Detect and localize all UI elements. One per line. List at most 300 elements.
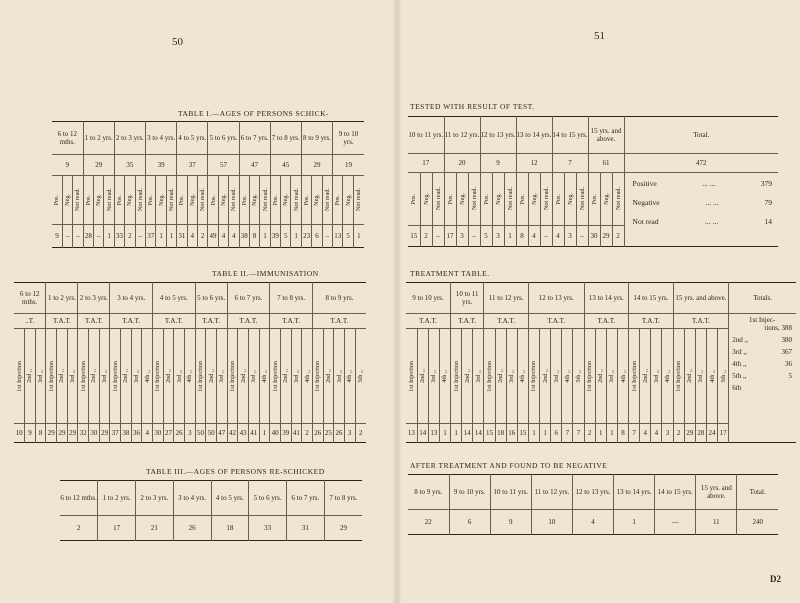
injection-value: 1 [540, 424, 551, 443]
result-value: 2 [420, 226, 432, 247]
result-value: 13 [333, 225, 343, 248]
result-value: – [576, 226, 588, 247]
injection-label-label: 4th ,, [303, 369, 311, 383]
result-sub-header-label: Not read. [434, 187, 442, 211]
injection-label-label: 3rd ,, [430, 369, 438, 383]
totals-label: 6th [732, 384, 742, 392]
injection-value: 38 [121, 424, 132, 443]
cell-wrap [674, 329, 684, 423]
cell-wrap [46, 329, 56, 423]
result-sub-header [444, 173, 456, 226]
injection-label-label: 1st Injection [407, 360, 415, 392]
result-sub-header-label: Pos. [554, 193, 562, 205]
injection-value: 2 [355, 424, 366, 443]
injection-label [163, 329, 174, 424]
result-value: 3 [564, 226, 576, 247]
totals-label-wrap [732, 384, 741, 392]
injection-value: 42 [227, 424, 238, 443]
injection-label [238, 329, 249, 424]
cell-wrap [596, 329, 606, 423]
cell-wrap [718, 329, 728, 423]
injection-label [484, 329, 495, 424]
age-total: 37 [177, 155, 208, 176]
injection-label-label: 4th ,, [563, 369, 571, 383]
injection-label-label: 2nd ,, [58, 369, 66, 383]
injection-label-label: 3rd ,, [250, 369, 258, 383]
injection-label-label: 1st Injection [228, 360, 236, 392]
cell-wrap [333, 176, 342, 224]
tat-header: T.A.T. [673, 314, 729, 329]
result-sub-header-label: Not read. [542, 187, 550, 211]
cell-wrap [613, 173, 624, 225]
tat-header: T.A.T. [78, 314, 110, 329]
result-value: 33 [114, 225, 124, 248]
injection-value: 50 [206, 424, 217, 443]
injection-label [323, 329, 334, 424]
age-total: 9 [480, 154, 516, 173]
result-sub-header-label: Neg. [313, 194, 321, 206]
result-value: 49 [208, 225, 218, 248]
totals-row [729, 368, 796, 380]
result-sub-header [104, 176, 114, 225]
result-value: 4 [552, 226, 564, 247]
cell-wrap [685, 329, 695, 423]
age-header: 8 to 9 yrs. [312, 283, 366, 314]
cell-wrap [121, 329, 131, 423]
result-sub-header [166, 176, 176, 225]
injection-label-label: 3rd ,, [292, 369, 300, 383]
injection-label [57, 329, 68, 424]
cell-wrap [174, 329, 184, 423]
totals-row [729, 314, 796, 332]
result-sub-header [187, 176, 197, 225]
result-sub-header-label: Neg. [530, 193, 538, 205]
injection-label [506, 329, 517, 424]
result-value: – [73, 225, 83, 248]
age-value: 10 [531, 510, 572, 535]
age-value: 22 [424, 518, 432, 526]
result-value: 31 [177, 225, 187, 248]
injection-label-label: 1st Injection [79, 360, 87, 392]
injection-value: 25 [323, 424, 334, 443]
age-header: 4 to 5 yrs. [177, 122, 208, 155]
totals-label-wrap [732, 316, 792, 324]
cell-wrap [707, 329, 717, 423]
cell-wrap [345, 329, 355, 423]
cell-wrap [291, 176, 300, 224]
age-header: 13 to 14 yrs. [584, 283, 629, 314]
result-sub-header-label: Pos. [209, 194, 217, 206]
result-sub-header-label: Pos. [271, 194, 279, 206]
cell-wrap [565, 173, 576, 225]
result-value: 1 [166, 225, 176, 248]
cell-wrap [36, 329, 46, 423]
cell-wrap [73, 176, 82, 224]
result-sub-header [125, 176, 135, 225]
grand-total: 240 [737, 510, 778, 535]
age-total: 47 [239, 155, 270, 176]
totals-commas: ,, [742, 336, 748, 344]
result-sub-header [492, 173, 504, 226]
result-sub-header [52, 176, 62, 225]
totals-label-wrap [732, 348, 747, 356]
injection-label-label: 3rd ,, [218, 369, 226, 383]
cell-wrap [281, 176, 290, 224]
injection-label [584, 329, 595, 424]
result-sub-header-label: Neg. [188, 194, 196, 206]
result-sub-header-label: Neg. [602, 193, 610, 205]
injection-label [121, 329, 132, 424]
age-header: 11 to 12 yrs. [531, 475, 572, 510]
injection-label [248, 329, 259, 424]
age-total: 19 [333, 155, 364, 176]
table2-inj-row [14, 329, 366, 424]
age-header: 2 to 3 yrs. [136, 481, 174, 516]
table1-right-age-row [408, 117, 778, 154]
result-value: 4 [528, 226, 540, 247]
cell-wrap [585, 329, 595, 423]
injection-label [302, 329, 313, 424]
injection-value: 1 [606, 424, 617, 443]
result-value: 3 [456, 226, 468, 247]
result-value: – [135, 225, 145, 248]
summary-dots: ... ... [705, 217, 719, 226]
result-value: 6 [312, 225, 322, 248]
injection-label [528, 329, 539, 424]
injection-label-label: 4th ,, [186, 369, 194, 383]
age-total: 29 [83, 155, 114, 176]
injection-label [78, 329, 89, 424]
result-value: – [322, 225, 332, 248]
totals-value: 380 [781, 336, 792, 344]
totals-label: 3rd [732, 348, 742, 356]
result-sub-header-label: Pos. [482, 193, 490, 205]
injection-label [562, 329, 573, 424]
injection-value: 8 [617, 424, 628, 443]
cell-wrap [640, 329, 650, 423]
cell-wrap [94, 176, 103, 224]
total-header: Total. [624, 117, 778, 154]
result-sub-header-label: Pos. [590, 193, 598, 205]
injection-value: 15 [517, 424, 528, 443]
result-sub-header-label: Neg. [64, 194, 72, 206]
cell-wrap [493, 173, 504, 225]
injection-label-label: 1st Injection [271, 360, 279, 392]
cell-wrap [354, 176, 364, 224]
result-sub-header-label: Pos. [240, 194, 248, 206]
injection-value: 7 [562, 424, 573, 443]
age-header: 7 to 8 yrs. [270, 283, 313, 314]
result-sub-header [432, 173, 444, 226]
table2-title-right: TREATMENT TABLE. [410, 269, 490, 278]
cell-wrap [618, 329, 628, 423]
tat-header: T.A.T. [528, 314, 584, 329]
totals-row [729, 332, 796, 344]
injection-value: 14 [417, 424, 428, 443]
injection-label [89, 329, 100, 424]
age-header: 8 to 9 yrs. [301, 122, 332, 155]
result-sub-header-label: Pos. [84, 194, 92, 206]
injection-label-label: 4th ,, [708, 369, 716, 383]
result-sub-header-label: Pos. [147, 194, 155, 206]
cell-wrap [25, 329, 35, 423]
totals-value: 367 [781, 348, 792, 356]
cell-wrap [421, 173, 432, 225]
cell-wrap [167, 176, 176, 224]
tat-header: T.A.T. [46, 314, 78, 329]
tat-header: T.A.T. [484, 314, 529, 329]
result-value: 38 [239, 225, 249, 248]
result-sub-header [564, 173, 576, 226]
injection-label-label: 3rd ,, [335, 369, 343, 383]
table1-left-age-row [52, 122, 364, 155]
cell-wrap [507, 329, 517, 423]
result-sub-header [456, 173, 468, 226]
result-value: – [468, 226, 480, 247]
result-value: 3 [492, 226, 504, 247]
cell-wrap [196, 329, 206, 423]
injection-label [174, 329, 185, 424]
cell-wrap [250, 176, 259, 224]
age-header: 1 to 2 yrs. [98, 481, 136, 516]
cell-wrap [228, 329, 238, 423]
result-sub-header-label: Not read. [136, 188, 144, 212]
result-sub-header [528, 173, 540, 226]
cell-wrap [104, 176, 113, 224]
age-header: 6 to 12 mths. [20, 290, 40, 306]
injection-label [417, 329, 428, 424]
age-header: 12 to 13 yrs. [480, 117, 516, 154]
summary-row [625, 188, 779, 207]
result-sub-header [312, 176, 322, 225]
tat-header: T.A.T. [153, 314, 196, 329]
table1-title-left: TABLE I.—AGES OF PERSONS SCHICK- [178, 109, 330, 118]
injection-label [216, 329, 227, 424]
injection-label-label: 2nd ,, [207, 369, 215, 383]
injection-value: 18 [495, 424, 506, 443]
injection-value: 47 [216, 424, 227, 443]
table3-title-right: AFTER TREATMENT AND FOUND TO BE NEGATIVE [410, 461, 608, 470]
age-total: 39 [146, 155, 177, 176]
cell-wrap [418, 329, 428, 423]
injection-value: 30 [153, 424, 164, 443]
result-sub-header [408, 173, 420, 226]
age-value: 18 [211, 516, 249, 541]
cell-wrap [473, 329, 483, 423]
age-header: 11 to 12 yrs. [484, 283, 529, 314]
table2-left [14, 282, 366, 443]
result-sub-header-label: Pos. [518, 193, 526, 205]
result-value: – [432, 226, 444, 247]
cell-wrap [517, 173, 528, 225]
result-value: 4 [187, 225, 197, 248]
result-sub-header [588, 173, 600, 226]
cell-wrap [440, 329, 450, 423]
cell-wrap [52, 176, 62, 224]
result-value: – [540, 226, 552, 247]
injection-label-label: 1st Injection [47, 360, 55, 392]
table1-left-value-row [52, 225, 364, 248]
cell-wrap [433, 173, 444, 225]
injection-value: 3 [662, 424, 673, 443]
injection-label-label: 3rd ,, [133, 369, 141, 383]
injection-label [25, 329, 36, 424]
result-sub-header-label: Neg. [344, 194, 352, 206]
injection-label-label: 1st Injection [452, 360, 460, 392]
injection-label [35, 329, 46, 424]
result-value: 1 [504, 226, 516, 247]
cell-wrap [188, 176, 197, 224]
injection-label [270, 329, 281, 424]
result-value: 2 [612, 226, 624, 247]
age-header: 14 to 15 yrs. [552, 117, 588, 154]
injection-label-label: 1st Injection [154, 360, 162, 392]
age-header: 3 to 4 yrs. [110, 283, 153, 314]
injection-label [185, 329, 196, 424]
age-header: 9 to 10 yrs. [333, 122, 364, 155]
result-sub-header [322, 176, 332, 225]
cell-wrap [100, 329, 110, 423]
cell-wrap [302, 176, 311, 224]
table2-tat-row [14, 314, 366, 329]
result-sub-header [600, 173, 612, 226]
result-value: 29 [600, 226, 612, 247]
summary-label: Not read [632, 217, 659, 226]
signature-mark: D2 [770, 574, 781, 584]
totals-row [729, 344, 796, 356]
result-value: 2 [197, 225, 207, 248]
result-sub-header [516, 173, 528, 226]
age-header: 8 to 9 yrs. [414, 488, 443, 496]
table1-left-sub-row [52, 176, 364, 225]
result-sub-header [94, 176, 104, 225]
injection-value: 15 [484, 424, 495, 443]
injection-value: 36 [131, 424, 142, 443]
result-sub-header-label: Neg. [126, 194, 134, 206]
result-value: 28 [83, 225, 93, 248]
injection-value: 26 [334, 424, 345, 443]
tat-header: T.A.T. [629, 314, 674, 329]
cell-wrap [110, 329, 120, 423]
injection-label [573, 329, 584, 424]
injection-label [280, 329, 291, 424]
cell-wrap [553, 173, 564, 225]
injection-value: 29 [67, 424, 78, 443]
cell-wrap [462, 329, 472, 423]
cell-wrap [238, 329, 248, 423]
injection-label [227, 329, 238, 424]
result-value: 15 [410, 232, 418, 240]
age-total: 9 [65, 161, 70, 169]
cell-wrap [469, 173, 480, 225]
age-value: 17 [98, 516, 136, 541]
result-sub-header [612, 173, 624, 226]
result-sub-header [504, 173, 516, 226]
table3-right-value-row [408, 510, 778, 535]
age-total: 61 [588, 154, 624, 173]
table2-age-row [406, 283, 796, 314]
age-header: 9 to 10 yrs. [449, 475, 490, 510]
cell-wrap [185, 329, 195, 423]
cell-wrap [142, 329, 152, 423]
cell-wrap [217, 329, 227, 423]
injection-value: 50 [195, 424, 206, 443]
injection-label-label: 4th ,, [519, 369, 527, 383]
result-sub-header [208, 176, 218, 225]
cell-wrap [292, 329, 302, 423]
age-header: 11 to 12 yrs. [444, 117, 480, 154]
totals-label: 2nd [732, 336, 743, 344]
table1-left-total-row [52, 155, 364, 176]
totals-commas: ,, [741, 360, 747, 368]
table2-age-row [14, 283, 366, 314]
cell-wrap [562, 329, 572, 423]
totals-row [729, 356, 796, 368]
result-sub-header-label: Not read. [355, 188, 363, 212]
cell-wrap [219, 176, 228, 224]
cell-wrap [484, 329, 494, 423]
injection-label-label: 2nd ,, [165, 369, 173, 383]
result-sub-header-label: Neg. [251, 194, 259, 206]
result-sub-header [480, 173, 492, 226]
totals-value: 388 [781, 324, 792, 332]
result-sub-header [197, 176, 207, 225]
injection-label [718, 329, 729, 424]
injection-label [640, 329, 651, 424]
result-sub-header-label: Not read. [199, 188, 207, 212]
cell-wrap [249, 329, 259, 423]
table2-title-left: TABLE II.—IMMUNISATION [212, 269, 319, 278]
injection-label-label: 4th ,, [441, 369, 449, 383]
totals-commas: ,, [741, 348, 747, 356]
result-sub-header [333, 176, 343, 225]
age-header: 14 to 15 yrs. [629, 283, 674, 314]
age-value: — [655, 510, 696, 535]
age-value: 2 [76, 524, 81, 532]
injection-value: 3 [185, 424, 196, 443]
injection-label-label: 2nd ,, [90, 369, 98, 383]
result-sub-header-label: Not read. [323, 188, 331, 212]
injection-label-label: 4th ,, [260, 369, 268, 383]
result-sub-header [177, 176, 187, 225]
result-sub-header-label: Not read. [105, 188, 113, 212]
injection-value: 10 [15, 429, 23, 437]
injection-label-label: 1st Injection [196, 360, 204, 392]
result-sub-header-label: Neg. [458, 193, 466, 205]
injection-value: 14 [462, 424, 473, 443]
tat-header: T.A.T. [270, 314, 313, 329]
result-sub-header-label: Not read. [292, 188, 300, 212]
injection-label [706, 329, 717, 424]
result-sub-header-label: Not read. [74, 188, 82, 212]
age-value: 26 [173, 516, 211, 541]
age-header: 12 to 13 yrs. [528, 283, 584, 314]
result-sub-header [576, 173, 588, 226]
table1-right-sub-row [408, 173, 778, 226]
cell-wrap [651, 329, 661, 423]
injection-label [291, 329, 302, 424]
cell-wrap [356, 329, 367, 423]
cell-wrap [457, 173, 468, 225]
result-value: 8 [249, 225, 259, 248]
injection-value: 4 [640, 424, 651, 443]
result-value: 30 [588, 226, 600, 247]
result-value: 1 [353, 225, 364, 248]
result-sub-header-label: Neg. [282, 194, 290, 206]
result-sub-header [239, 176, 249, 225]
injection-value: 29 [684, 424, 695, 443]
injection-label [551, 329, 562, 424]
